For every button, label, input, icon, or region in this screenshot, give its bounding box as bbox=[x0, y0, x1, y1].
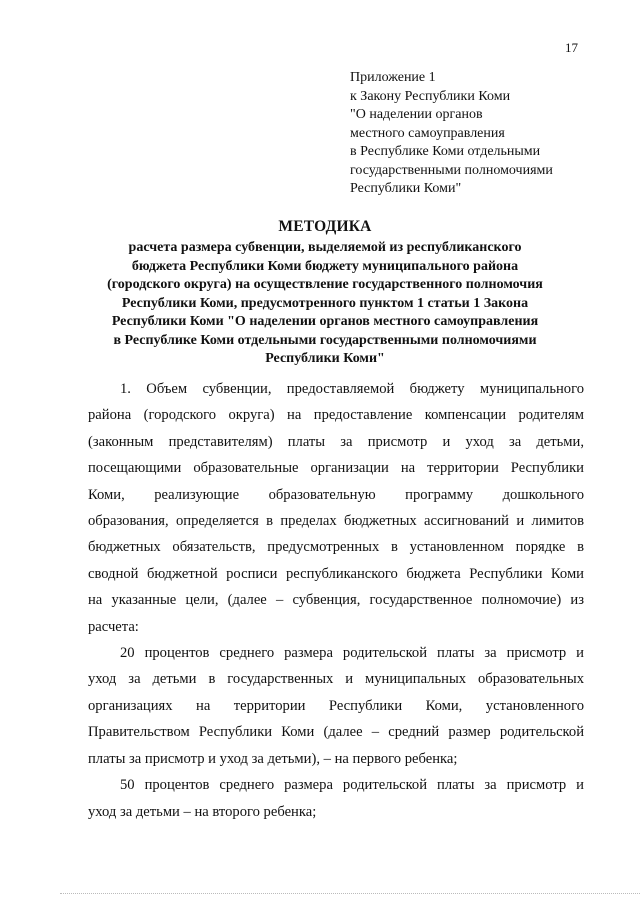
body-line: платы за присмотр и уход за детьми), – на первого ребенка; bbox=[88, 750, 458, 767]
page-number: 17 bbox=[565, 40, 578, 55]
subtitle-line: Республики Коми "О наделении органов местного самоуправления bbox=[111, 314, 539, 329]
body-line: посещающими образовательные организации на территории Республики bbox=[88, 460, 584, 477]
body-line: организациях на территории Республики Коми, установленного bbox=[88, 697, 584, 714]
appendix-line: в Республике Коми отдельными bbox=[350, 144, 541, 159]
body-line: уход за детьми – на второго ребенка; bbox=[88, 803, 317, 820]
body-line: 20 процентов среднего размера родительской платы за присмотр и bbox=[120, 645, 584, 662]
body-line: (законным представителям) платы за присмотр и уход за детьми, bbox=[88, 433, 584, 450]
scan-edge-line bbox=[60, 893, 640, 894]
subtitle-line: (городского округа) на осуществление государственного полномочия bbox=[107, 277, 543, 292]
appendix-line: "О наделении органов bbox=[350, 107, 483, 122]
body-line: на указанные цели, (далее – субвенция, государственное полномочие) из bbox=[88, 592, 584, 609]
subtitle-line: Республики Коми, предусмотренного пунктом 1 статьи 1 Закона bbox=[121, 295, 529, 311]
document-subtitle bbox=[60, 239, 590, 369]
body-line: бюджетных обязательств, предусмотренных в установленном порядке в bbox=[88, 539, 584, 556]
document-title: МЕТОДИКА bbox=[278, 218, 372, 235]
appendix-line: местного самоуправления bbox=[350, 125, 505, 141]
appendix-header bbox=[350, 69, 590, 199]
paragraph-1 bbox=[88, 376, 584, 640]
paragraph-2 bbox=[88, 640, 584, 772]
body-line: образования, определяется в пределах бюджетных ассигнований и лимитов bbox=[88, 513, 584, 530]
appendix-line: к Закону Республики Коми bbox=[350, 88, 511, 104]
appendix-line: государственными полномочиями bbox=[350, 162, 553, 178]
body-line: района (городского округа) на предоставление компенсации родителям bbox=[88, 407, 584, 424]
subtitle-line: расчета размера субвенции, выделяемой из республиканского bbox=[128, 240, 522, 255]
body-line: 50 процентов среднего размера родительской платы за присмотр и bbox=[120, 777, 584, 794]
subtitle-line: в Республике Коми отдельными государственными полномочиями bbox=[113, 332, 537, 348]
body-line: Правительством Республики Коми (далее – средний размер родительской bbox=[88, 724, 584, 741]
body-line: сводной бюджетной росписи республиканского бюджета Республики Коми bbox=[88, 565, 584, 582]
document-body bbox=[88, 376, 584, 825]
subtitle-line: бюджета Республики Коми бюджету муниципального района bbox=[131, 258, 519, 274]
body-line: уход за детьми в государственных и муниципальных образовательных bbox=[88, 671, 584, 688]
subtitle-line: Республики Коми" bbox=[265, 351, 385, 366]
body-line: 1. Объем субвенции, предоставляемой бюджету муниципального bbox=[120, 381, 584, 397]
paragraph-3 bbox=[88, 772, 584, 825]
appendix-line: Приложение 1 bbox=[350, 70, 436, 85]
body-line: Коми, реализующие образовательную программу дошкольного bbox=[88, 486, 584, 503]
appendix-line: Республики Коми" bbox=[350, 181, 462, 196]
body-line: расчета: bbox=[88, 618, 139, 635]
